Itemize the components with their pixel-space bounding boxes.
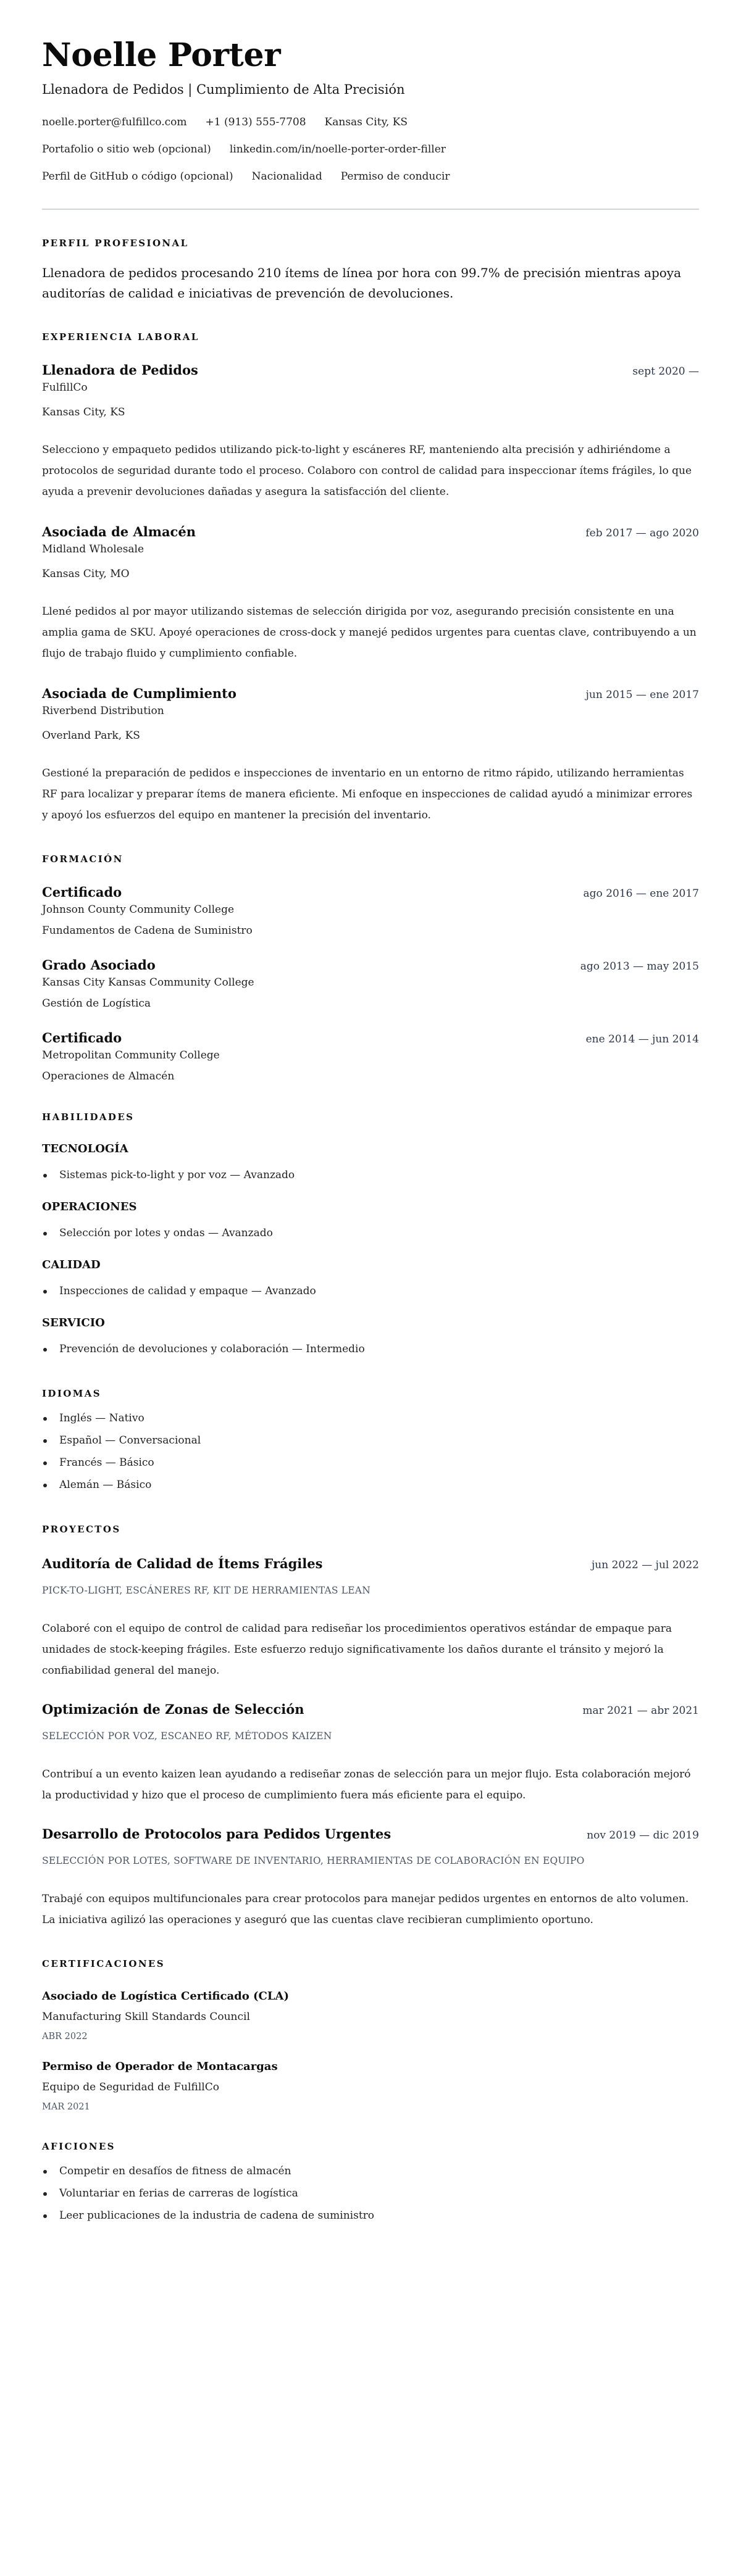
- contact-row-extra: [42, 169, 699, 184]
- field-of-study: Fundamentos de Cadena de Suministro: [42, 924, 253, 937]
- degree-title: Grado Asociado: [42, 957, 156, 973]
- language-item: Alemán — Básico: [42, 1474, 699, 1496]
- skill-group-technology: [42, 1142, 699, 1186]
- contact-location: Kansas City, KS: [324, 116, 408, 128]
- project-name: Optimización de Zonas de Selección: [42, 1701, 304, 1717]
- education-item: [42, 957, 699, 1011]
- job-location: Kansas City, MO: [42, 568, 130, 580]
- project-description: Contribuí a un evento kaizen lean ayudando a rediseñar zonas de selección para un mejor flujo. Esta colaboración mejoró la productividad y hizo que el proceso de cumplimiento fuera más eficiente para el equipo.: [42, 1768, 691, 1801]
- experience-item: [42, 685, 699, 826]
- section-title-education: FORMACIÓN: [42, 854, 124, 865]
- certification-name: Asociado de Logística Certificado (CLA): [42, 1990, 289, 2003]
- project-dates: jun 2022 — jul 2022: [592, 1559, 699, 1571]
- certification-issuer: Equipo de Seguridad de FulfillCo: [42, 2081, 219, 2093]
- job-description: Gestioné la preparación de pedidos e inspecciones de inventario en un entorno de ritmo rápido, utilizando herramientas RF para localizar y preparar ítems de manera eficiente. Mi enfoque en inspecciones de calidad ayudó a minimizar errores y apoyó los esfuerzos del equipo en mantener la precisión del inventario.: [42, 767, 693, 821]
- degree-dates: ago 2013 — may 2015: [580, 960, 699, 973]
- job-title: Llenadora de Pedidos: [42, 362, 198, 378]
- degree-title: Certificado: [42, 884, 122, 900]
- section-title-projects: PROYECTOS: [42, 1524, 121, 1535]
- education-item: [42, 1029, 699, 1084]
- section-experience: [42, 331, 699, 826]
- skill-category: SERVICIO: [42, 1316, 105, 1329]
- contact-drivers-license: Permiso de conducir: [340, 170, 450, 183]
- field-of-study: Operaciones de Almacén: [42, 1070, 175, 1082]
- project-item: [42, 1701, 699, 1806]
- skill-category: CALIDAD: [42, 1258, 101, 1271]
- project-dates: nov 2019 — dic 2019: [587, 1829, 699, 1842]
- section-title-experience: EXPERIENCIA LABORAL: [42, 331, 199, 343]
- section-title-certifications: CERTIFICACIONES: [42, 1958, 165, 1969]
- section-title-summary: PERFIL PROFESIONAL: [42, 238, 189, 249]
- degree-dates: ene 2014 — jun 2014: [585, 1033, 699, 1045]
- section-skills: [42, 1111, 699, 1360]
- skill-item: Prevención de devoluciones y colaboración — Intermedio: [42, 1338, 699, 1360]
- skill-group-operations: [42, 1200, 699, 1244]
- project-name: Desarrollo de Protocolos para Pedidos Urgentes: [42, 1826, 391, 1842]
- project-description: Colaboré con el equipo de control de calidad para rediseñar los procedimientos operativos estándar de empaque para unidades de stock-keeping frágiles. Este esfuerzo redujo significativamente los daños durante el tránsito y mejoró la confiabilidad general del manejo.: [42, 1622, 672, 1677]
- project-name: Auditoría de Calidad de Ítems Frágiles: [42, 1556, 323, 1571]
- section-education: [42, 853, 699, 1084]
- school-name: Johnson County Community College: [42, 904, 235, 916]
- header-divider: [42, 209, 699, 210]
- school-name: Metropolitan Community College: [42, 1049, 220, 1062]
- job-company: Midland Wholesale: [42, 543, 144, 555]
- section-certifications: [42, 1958, 699, 2113]
- contact-phone[interactable]: +1 (913) 555-7708: [205, 116, 306, 128]
- hobby-item: Leer publicaciones de la industria de cadena de suministro: [42, 2204, 699, 2227]
- project-list: [42, 1555, 699, 1930]
- project-dates: mar 2021 — abr 2021: [582, 1705, 699, 1717]
- section-projects: [42, 1523, 699, 1930]
- certification-name: Permiso de Operador de Montacargas: [42, 2060, 278, 2073]
- job-company: Riverbend Distribution: [42, 705, 164, 717]
- certification-date: MAR 2021: [42, 2102, 90, 2112]
- school-name: Kansas City Kansas Community College: [42, 976, 254, 989]
- skill-category: TECNOLOGÍA: [42, 1142, 128, 1155]
- project-item: [42, 1826, 699, 1930]
- education-item: [42, 884, 699, 938]
- skill-item: Sistemas pick-to-light y por voz — Avanzado: [42, 1164, 699, 1186]
- section-hobbies: [42, 2140, 699, 2227]
- candidate-name: Noelle Porter: [42, 36, 281, 74]
- contact-row-links: [42, 142, 699, 157]
- degree-dates: ago 2016 — ene 2017: [583, 887, 699, 900]
- degree-title: Certificado: [42, 1030, 122, 1045]
- contact-linkedin[interactable]: linkedin.com/in/noelle-porter-order-filler: [229, 143, 446, 156]
- hobby-list: [42, 2160, 699, 2227]
- contact-nationality: Nacionalidad: [251, 170, 322, 183]
- project-tech: PICK-TO-LIGHT, ESCÁNERES RF, KIT DE HERRAMIENTAS LEAN: [42, 1585, 371, 1596]
- section-title-skills: HABILIDADES: [42, 1111, 135, 1123]
- experience-item: [42, 523, 699, 664]
- section-summary: [42, 237, 699, 304]
- job-dates: jun 2015 — ene 2017: [585, 689, 699, 701]
- certification-issuer: Manufacturing Skill Standards Council: [42, 2011, 250, 2023]
- summary-text: Llenadora de pedidos procesando 210 ítems de línea por hora con 99.7% de precisión mientras apoya auditorías de calidad e iniciativas de prevención de devoluciones.: [42, 265, 682, 301]
- experience-list: [42, 362, 699, 826]
- skill-item: Inspecciones de calidad y empaque — Avanzado: [42, 1280, 699, 1302]
- section-title-hobbies: AFICIONES: [42, 2141, 115, 2152]
- project-item: [42, 1555, 699, 1681]
- certification-item: [42, 1988, 699, 2043]
- job-description: Llené pedidos al por mayor utilizando sistemas de selección dirigida por voz, asegurando precisión consistente en una amplia gama de SKU. Apoyé operaciones de cross-dock y manejé pedidos urgentes para cuentas clave, contribuyendo a un flujo de trabajo fluido y cumplimiento confiable.: [42, 605, 697, 660]
- job-title: Asociada de Cumplimiento: [42, 686, 237, 701]
- resume-header: [42, 36, 699, 184]
- project-tech: SELECCIÓN POR LOTES, SOFTWARE DE INVENTARIO, HERRAMIENTAS DE COLABORACIÓN EN EQUIPO: [42, 1855, 585, 1866]
- skill-category: OPERACIONES: [42, 1200, 137, 1213]
- job-description: Selecciono y empaqueto pedidos utilizando pick-to-light y escáneres RF, manteniendo alta precisión y adhiriéndome a protocolos de seguridad durante todo el proceso. Colaboro con control de calidad para inspeccionar ítems frágiles, lo que ayuda a prevenir devoluciones dañadas y asegura la satisfacción del cliente.: [42, 444, 692, 498]
- job-location: Kansas City, KS: [42, 406, 125, 418]
- certification-date: ABR 2022: [42, 2032, 88, 2042]
- project-tech: SELECCIÓN POR VOZ, ESCANEO RF, MÉTODOS KAIZEN: [42, 1730, 332, 1742]
- skill-group-quality: [42, 1258, 699, 1302]
- job-title: Asociada de Almacén: [42, 524, 196, 539]
- project-description: Trabajé con equipos multifuncionales para crear protocolos para manejar pedidos urgentes en entornos de alto volumen. La iniciativa agilizó las operaciones y aseguró que las cuentas clave recibieran cumplimiento oportuno.: [42, 1893, 689, 1926]
- language-item: Inglés — Nativo: [42, 1407, 699, 1429]
- contact-row-primary: [42, 115, 699, 130]
- skill-group-service: [42, 1316, 699, 1360]
- job-company: FulfillCo: [42, 381, 88, 394]
- education-list: [42, 884, 699, 1084]
- job-dates: sept 2020 —: [632, 365, 699, 378]
- language-list: [42, 1407, 699, 1496]
- contact-github[interactable]: Perfil de GitHub o código (opcional): [42, 170, 233, 183]
- language-item: Español — Conversacional: [42, 1429, 699, 1452]
- candidate-headline: Llenadora de Pedidos | Cumplimiento de Alta Precisión: [42, 82, 405, 97]
- job-location: Overland Park, KS: [42, 729, 140, 742]
- contact-portfolio[interactable]: Portafolio o sitio web (opcional): [42, 143, 211, 156]
- certification-item: [42, 2059, 699, 2113]
- section-title-languages: IDIOMAS: [42, 1388, 101, 1399]
- job-dates: feb 2017 — ago 2020: [585, 527, 699, 539]
- section-languages: [42, 1387, 699, 1496]
- experience-item: [42, 362, 699, 502]
- skill-item: Selección por lotes y ondas — Avanzado: [42, 1222, 699, 1244]
- contact-email[interactable]: noelle.porter@fulfillco.com: [42, 116, 187, 128]
- language-item: Francés — Básico: [42, 1452, 699, 1474]
- hobby-item: Voluntariar en ferias de carreras de logística: [42, 2182, 699, 2204]
- field-of-study: Gestión de Logística: [42, 997, 151, 1010]
- hobby-item: Competir en desafíos de fitness de almacén: [42, 2160, 699, 2182]
